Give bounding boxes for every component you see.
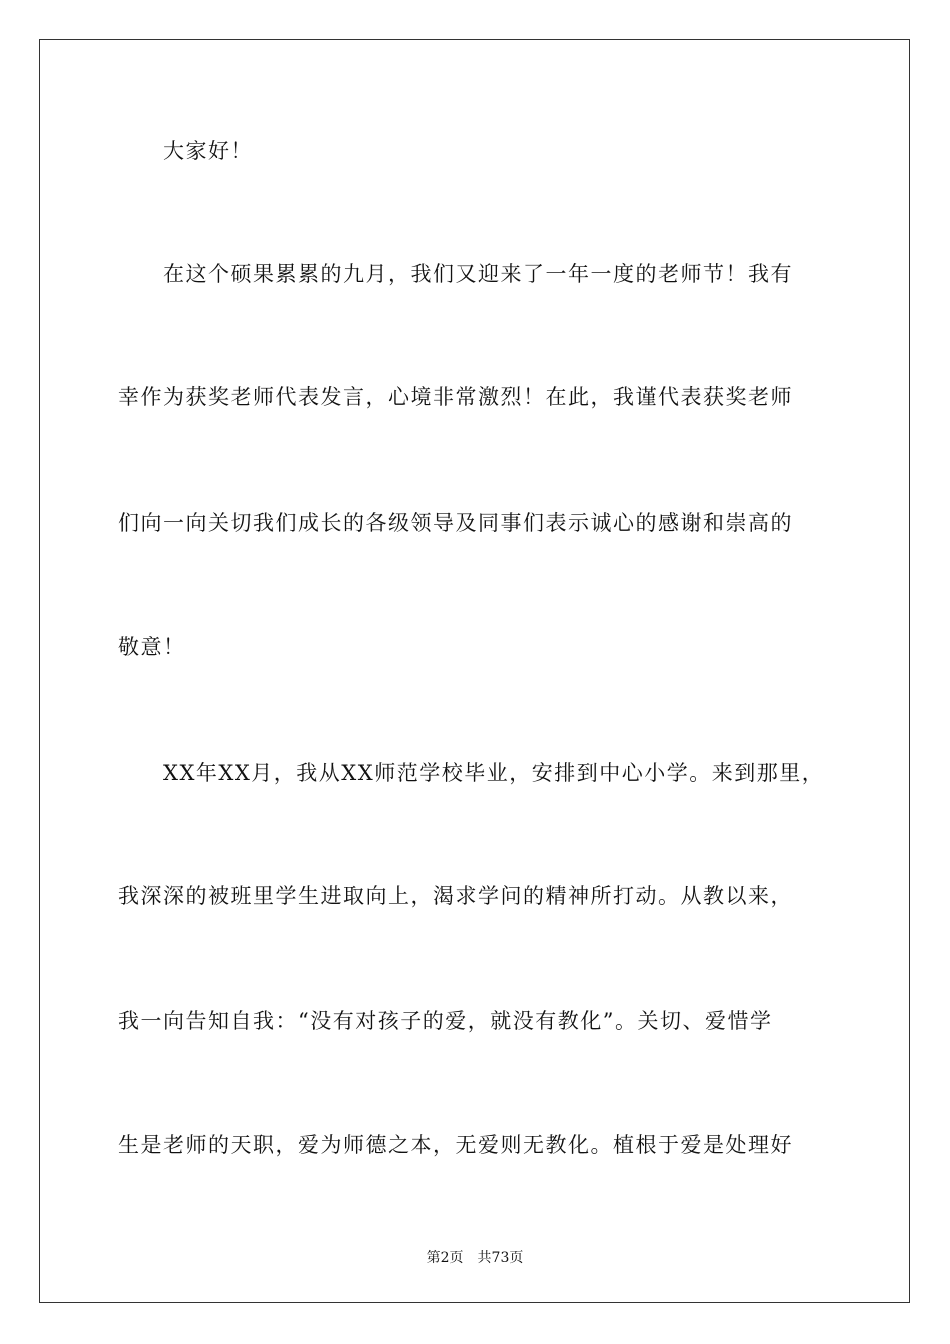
paragraph-2-line-2: 我深深的被班里学生进取向上，渴求学问的精神所打动。从教以来， <box>118 884 793 908</box>
paragraph-2-line-3: 我一向告知自我：“没有对孩子的爱，就没有教化”。关切、爱惜学 <box>118 1009 773 1033</box>
page-border <box>39 39 910 1303</box>
paragraph-1-line-3: 们向一向关切我们成长的各级领导及同事们表示诚心的感谢和崇高的 <box>118 511 793 535</box>
paragraph-2-line-1: XX年XX月，我从XX师范学校毕业，安排到中心小学。来到那里， <box>163 761 825 785</box>
paragraph-1-line-4: 敬意！ <box>118 635 186 659</box>
page-number: 第2页 <box>426 1250 464 1266</box>
paragraph-1-line-2: 幸作为获奖老师代表发言，心境非常激烈！在此，我谨代表获奖老师 <box>118 385 793 409</box>
greeting-line: 大家好！ <box>163 139 253 163</box>
paragraph-1-line-1: 在这个硕果累累的九月，我们又迎来了一年一度的老师节！我有 <box>163 262 793 286</box>
total-pages: 共73页 <box>477 1250 524 1266</box>
page-footer <box>0 1248 950 1268</box>
paragraph-2-line-4: 生是老师的天职，爱为师德之本，无爱则无教化。植根于爱是处理好 <box>118 1133 793 1157</box>
